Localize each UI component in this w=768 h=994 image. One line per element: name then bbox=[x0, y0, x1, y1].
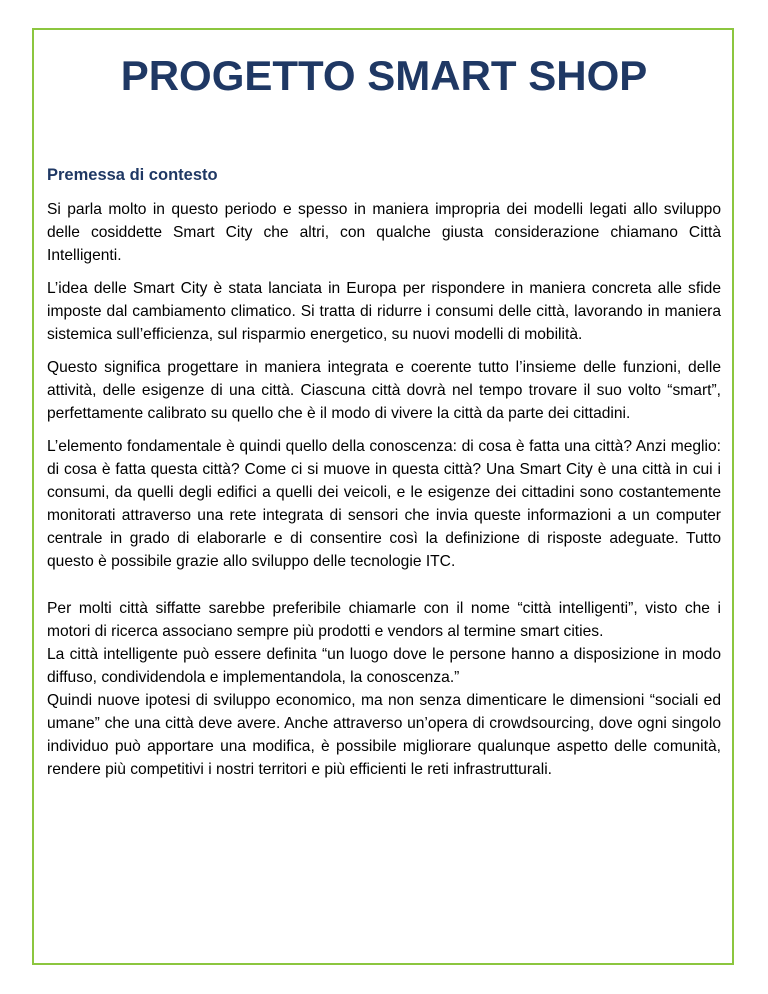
paragraph: Per molti città siffatte sarebbe preferibile chiamarle con il nome “città intelligenti”, visto che i motori di ricerca associano sempre più prodotti e vendors al termine smart cities. bbox=[47, 600, 721, 640]
paragraph: Questo significa progettare in maniera integrata e coerente tutto l’insieme delle funzioni, delle attività, delle esigenze di una città. Ciascuna città dovrà nel tempo trovare il suo volto “smart”, perfettamente calibrato su quello che è il modo di vivere la città da parte dei cittadini. bbox=[47, 359, 721, 422]
paragraph: La città intelligente può essere definita “un luogo dove le persone hanno a disposizione in modo diffuso, condividendola e implementandola, la conoscenza.” bbox=[47, 646, 721, 686]
section-heading: Premessa di contesto bbox=[47, 166, 218, 184]
paragraph: Si parla molto in questo periodo e spesso in maniera impropria dei modelli legati allo sviluppo delle cosiddette Smart City che altri, con qualche giusta considerazione chiamano Città Intelligenti. bbox=[47, 201, 721, 264]
paragraph: L’idea delle Smart City è stata lanciata in Europa per rispondere in maniera concreta alle sfide imposte dal cambiamento climatico. Si tratta di ridurre i consumi delle città, lavorando in maniera sistemica sull’efficienza, sul risparmio energetico, su nuovi modelli di mobilità. bbox=[47, 280, 721, 343]
paragraph: L’elemento fondamentale è quindi quello della conoscenza: di cosa è fatta una città? Anzi meglio: di cosa è fatta questa città? Come ci si muove in questa città? Una Smart City è una città in cui i consumi, da quelli degli edifici a quelli dei veicoli, e le esigenze dei cittadini sono costantemente monitorati attraverso una rete integrata di sensori che invia queste informazioni a un computer centrale in grado di elaborarle e di consentire così la definizione di risposte adeguate. Tutto questo è possibile grazie allo sviluppo delle tecnologie ITC. bbox=[47, 438, 721, 570]
document-title: PROGETTO SMART SHOP bbox=[120, 52, 648, 99]
paragraph: Quindi nuove ipotesi di sviluppo economico, ma non senza dimenticare le dimensioni “sociali ed umane” che una città deve avere. Anche attraverso un’opera di crowdsourcing, dove ogni singolo individuo può apportare una modifica, è possibile migliorare qualunque aspetto delle comunità, rendere più competitivi i nostri territori e più efficienti le reti infrastrutturali. bbox=[47, 692, 721, 778]
document-body bbox=[47, 163, 721, 781]
